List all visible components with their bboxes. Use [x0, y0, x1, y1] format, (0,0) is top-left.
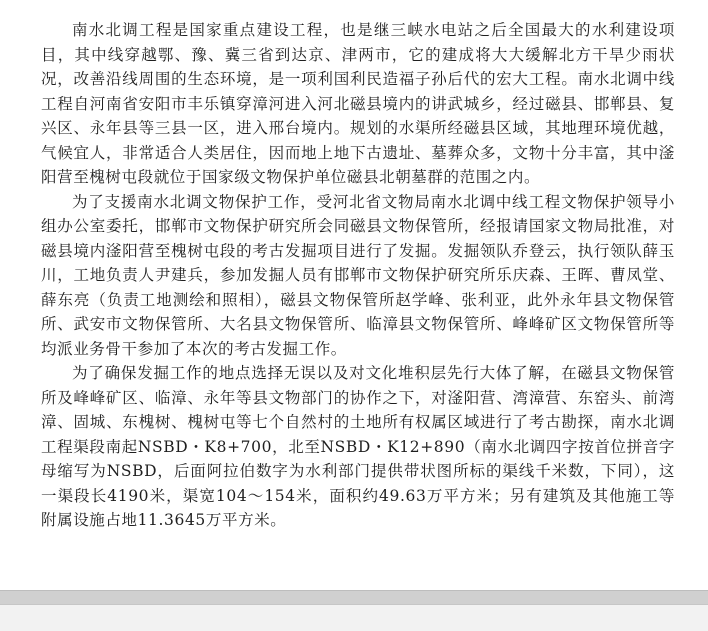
viewer-background [0, 605, 708, 631]
body-text [41, 18, 675, 533]
paragraph-2: 为了支援南水北调文物保护工作，受河北省文物局南水北调中线工程文物保护领导小组办公室委托，邯郸市文物保护研究所会同磁县文物保管所，经报请国家文物局批准，对磁县境内滏阳营至槐树屯段的考古发掘项目进行了发掘。发掘领队乔登云，执行领队薛玉川，工地负责人尹建兵，参加发掘人员有邯郸市文物保护研究所乐庆森、王晖、曹凤堂、薛东亮（负责工地测绘和照相），磁县文物保管所赵学峰、张利亚，此外永年县文物保管所、武安市文物保管所、大名县文物保管所、临漳县文物保管所、峰峰矿区文物保管所等均派业务骨干参加了本次的考古发掘工作。 [41, 192, 675, 358]
paragraph-1: 南水北调工程是国家重点建设工程，也是继三峡水电站之后全国最大的水利建设项目，其中线穿越鄂、豫、冀三省到达京、津两市，它的建成将大大缓解北方干旱少雨状况，改善沿线周围的生态环境，是一项利国利民造福子孙后代的宏大工程。南水北调中线工程自河南省安阳市丰乐镇穿漳河进入河北磁县境内的讲武城乡，经过磁县、邯郸县、复兴区、永年县等三县一区，进入邢台境内。规划的水渠所经磁县区域，其地理环境优越，气候宜人，非常适合人类居住，因而地上地下古遗址、墓葬众多，文物十分丰富，其中滏阳营至槐树屯段就位于国家级文物保护单位磁县北朝墓群的范围之内。 [41, 21, 675, 186]
paragraph-3: 为了确保发掘工作的地点选择无误以及对文化堆积层先行大体了解，在磁县文物保管所及峰峰矿区、临漳、永年等县文物部门的协作之下，对滏阳营、湾漳营、东窑头、前湾漳、固城、东槐树、槐树屯等七个自然村的土地所有权属区域进行了考古勘探，南水北调工程渠段南起NSBD・K8+700，北至NSBD・K12+890（南水北调四字按首位拼音字母缩写为NSBD，后面阿拉伯数字为水利部门提供带状图所标的渠线千米数，下同），这一渠段长4190米，渠宽104～154米，面积约49.63万平方米；另有建筑及其他施工等附属设施占地11.3645万平方米。 [41, 364, 675, 529]
horizontal-scrollbar[interactable] [0, 590, 708, 605]
